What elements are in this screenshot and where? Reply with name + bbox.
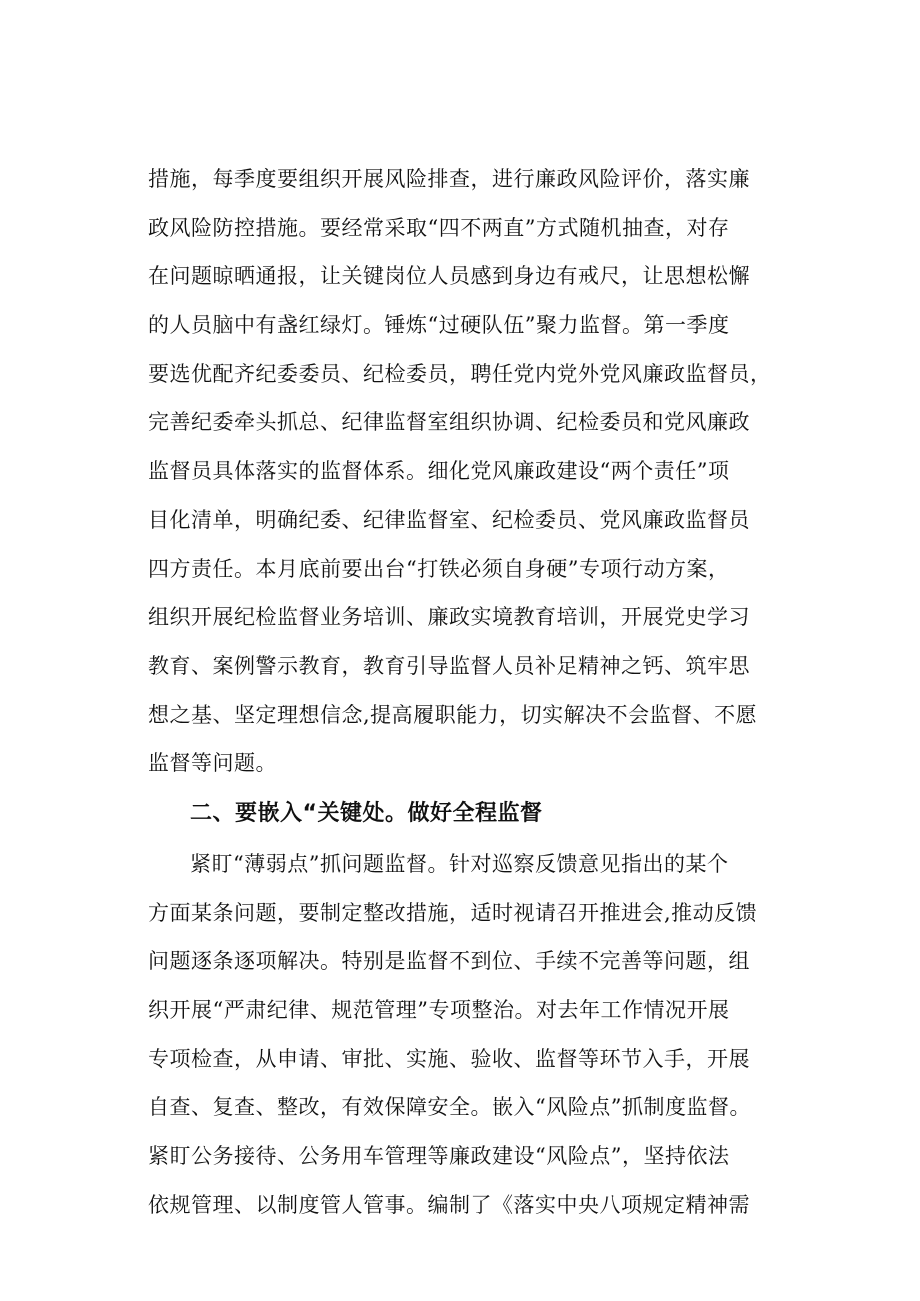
paragraph-2	[148, 840, 808, 1230]
text-line: 目化清单，明确纪委、纪律监督室、纪检委员、党风廉政监督员	[148, 507, 750, 532]
text-line: 依规管理、以制度管人管事。编制了《落实中央八项规定精神需	[148, 1192, 750, 1217]
text-line: 政风险防控措施。要经常采取“四不两直”方式随机抽查，对存	[148, 215, 730, 240]
text-line: 专项检查，从申请、审批、实施、验收、监督等环节入手，开展	[148, 1046, 750, 1071]
text-line: 完善纪委牵头抓总、纪律监督室组织协调、纪检委员和党风廉政	[148, 410, 750, 435]
text-line: 自查、复查、整改，有效保障安全。嵌入“风险点”抓制度监督。	[148, 1095, 751, 1120]
text-line: 教育、案例警示教育，教育引导监督人员补足精神之钙、筑牢思	[148, 653, 750, 678]
text-line: 要选优配齐纪委委员、纪检委员，聘任党内党外党风廉政监督员，	[148, 361, 772, 386]
text-line: 在问题晾晒通报，让关键岗位人员感到身边有戒尺，让思想松懈	[148, 264, 750, 289]
text-line: 监督员具体落实的监督体系。细化党风廉政建设“两个责任”项	[148, 459, 730, 484]
text-line: 想之基、坚定理想信念,提高履职能力，切实解决不会监督、不愿	[148, 702, 758, 727]
text-line: 问题逐条逐项解决。特别是监督不到位、手续不完善等问题，组	[148, 949, 750, 974]
text-line: 监督等问题。	[148, 751, 277, 776]
text-line: 紧盯公务接待、公务用车管理等廉政建设“风险点”，坚持依法	[148, 1144, 730, 1169]
text-line: 措施，每季度要组织开展风险排查，进行廉政风险评价，落实廉	[148, 167, 750, 191]
text-line: 方面某条问题，要制定整改措施，适时视请召开推进会,推动反馈	[148, 900, 758, 925]
text-line: 组织开展纪检监督业务培训、廉政实境教育培训，开展党史学习	[148, 605, 750, 630]
text-line: 织开展“严肃纪律、规范管理”专项整治。对去年工作情况开展	[148, 998, 730, 1022]
text-line: 四方责任。本月底前要出台“打铁必须自身硬”专项行动方案，	[148, 556, 730, 581]
paragraph-1	[148, 155, 808, 788]
document-page	[148, 155, 808, 1229]
section-heading: 二、要嵌入“关键处。做好全程监督	[190, 800, 543, 826]
text-line: 的人员脑中有盏红绿灯。锤炼“过硬队伍”聚力监督。第一季度	[148, 313, 730, 338]
text-line: 紧盯“薄弱点”抓问题监督。针对巡察反馈意见指出的某个	[190, 851, 729, 876]
